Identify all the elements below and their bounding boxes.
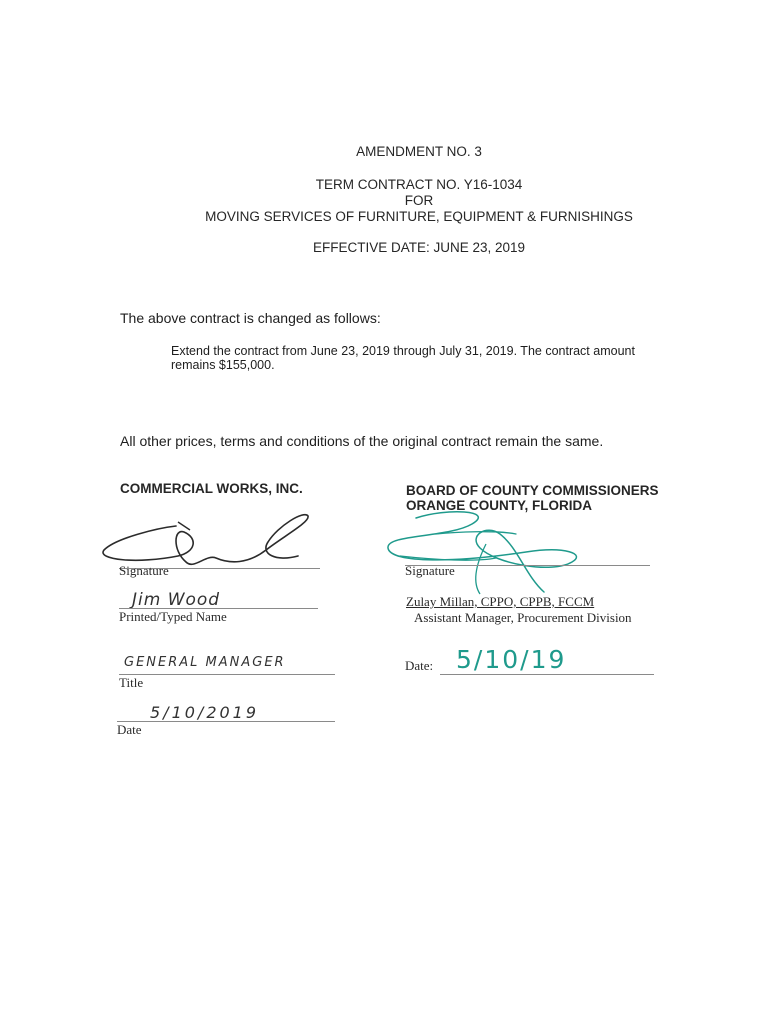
contract-number: TERM CONTRACT NO. Y16-1034 [315, 177, 523, 192]
vendor-date-label: Date [117, 722, 142, 737]
change-line-1: Extend the contract from June 23, 2019 through July 31, 2019. The contract amount [171, 344, 635, 358]
county-signature-label: Signature [405, 563, 455, 578]
change-line-2: remains $155,000. [171, 358, 275, 372]
county-date-line [440, 674, 654, 675]
county-date-handwritten: 5/10/19 [456, 645, 567, 674]
county-signer-name: Zulay Millan, CPPO, CPPB, FCCM [406, 594, 595, 609]
intro-text: The above contract is changed as follows: [120, 310, 381, 326]
closing-text: All other prices, terms and conditions of the original contract remain the same. [120, 433, 604, 449]
vendor-title-line [119, 674, 335, 675]
vendor-title-handwritten: GENERAL MANAGER [124, 655, 286, 670]
county-date-label: Date: [405, 658, 434, 673]
amendment-number: AMENDMENT NO. 3 [356, 144, 482, 159]
for-line: FOR [404, 193, 434, 208]
vendor-signature-label: Signature [119, 563, 169, 578]
county-name-line-1: BOARD OF COUNTY COMMISSIONERS [406, 483, 659, 498]
vendor-date-handwritten: 5/10/2019 [150, 703, 260, 722]
county-signer-title: Assistant Manager, Procurement Division [414, 610, 632, 625]
vendor-name: COMMERCIAL WORKS, INC. [120, 481, 303, 496]
county-signature [376, 504, 596, 600]
effective-date: EFFECTIVE DATE: JUNE 23, 2019 [312, 240, 526, 255]
vendor-date-line [117, 721, 335, 722]
vendor-printed-name-handwritten: Jim Wood [132, 590, 221, 610]
contract-subject: MOVING SERVICES OF FURNITURE, EQUIPMENT & FURNISHINGS [205, 209, 633, 224]
county-name-line-2: ORANGE COUNTY, FLORIDA [406, 498, 593, 513]
vendor-title-label: Title [119, 675, 144, 690]
vendor-printed-name-label: Printed/Typed Name [119, 609, 227, 624]
